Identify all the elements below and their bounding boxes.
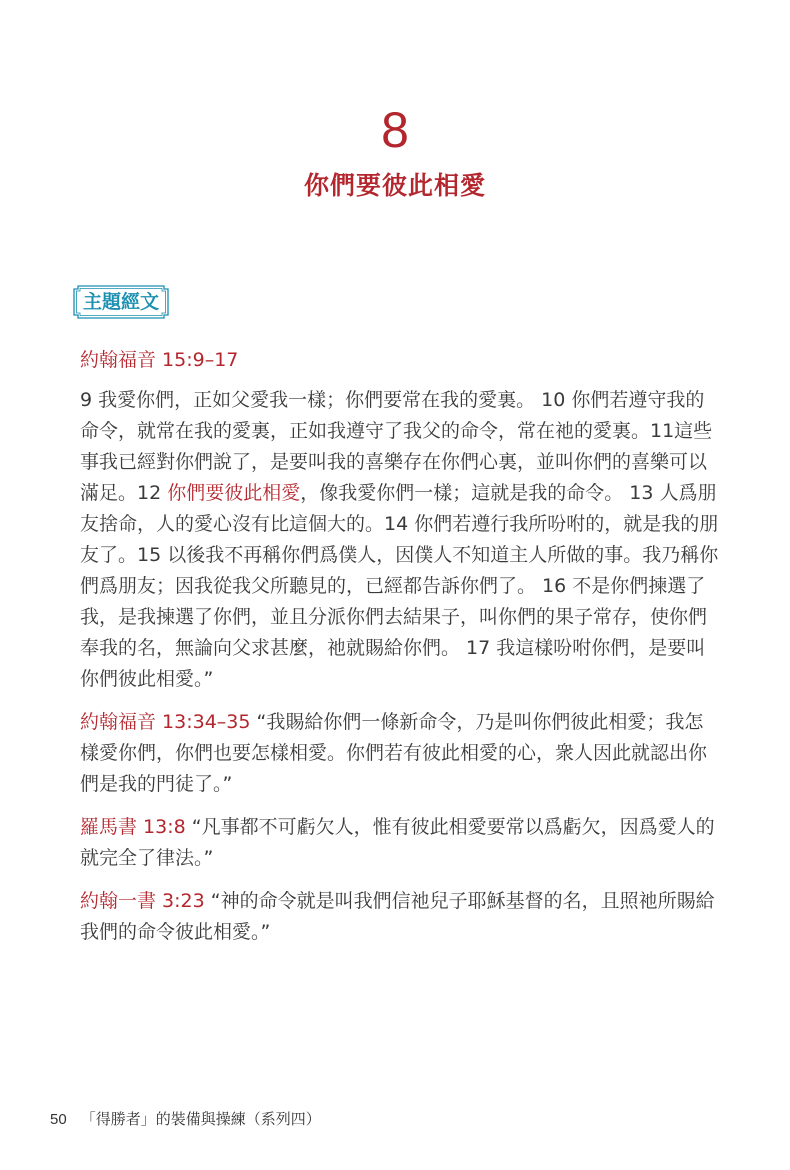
verse-text: 9 我愛你們，正如父愛我一樣；你們要常在我的愛裏。 10 你們若遵守我的命令，就常在我的愛裏，正如我遵守了我父的命令，常在祂的愛裏。11這些事我已經對你們說了，是要叫我的喜樂存在你們心裏，並叫你們的喜樂可以滿足。12 [80, 389, 713, 504]
chapter-number: 8 [381, 102, 409, 158]
verse-text: ，像我愛你們一樣；這就是我的命令。 13 人爲朋友捨命，人的愛心沒有比這個大的。14 你們若遵行我所吩咐的，就是我的朋友了。15 以後我不再稱你們爲僕人，因僕人不知道主人所做的事。我乃稱你們爲朋友；因我從我父所聽見的，已經都告訴你們了。 16 不是你們揀選了我，是我揀選了你們，並且分派你們去結果子，叫你們的果子常存，使你們奉我的名，無論向父求甚麼，祂就賜給你們。 17 我這樣吩咐你們，是要叫你們彼此相愛。” [80, 482, 719, 690]
highlighted-phrase: 你們要彼此相愛 [167, 482, 301, 504]
chapter-title: 你們要彼此相愛 [303, 171, 486, 200]
passage [80, 812, 720, 874]
passage-text: “凡事都不可虧欠人，惟有彼此相愛要常以爲虧欠，因爲愛人的就完全了律法。” [80, 816, 715, 869]
passage-text [80, 385, 720, 695]
scripture-content [80, 345, 720, 960]
passage-text: “我賜給你們一條新命令，乃是叫你們彼此相愛；我怎樣愛你們，你們也要怎樣相愛。你們若有彼此相愛的心，衆人因此就認出你們是我的門徒了。” [80, 711, 708, 795]
passage-text: “神的命令就是叫我們信祂兒子耶穌基督的名，且照祂所賜給我們的命令彼此相愛。” [80, 890, 715, 943]
passage-reference: 羅馬書 13:8 [80, 816, 186, 838]
page-number: 50 [50, 1111, 67, 1128]
section-label: 主題經文 [82, 291, 159, 313]
book-title: 「得勝者」的裝備與操練（系列四） [80, 1110, 321, 1128]
passage-reference: 約翰福音 15:9–17 [80, 349, 239, 371]
passage-reference: 約翰一書 3:23 [80, 890, 205, 912]
section-label-box [72, 284, 170, 320]
passage [80, 886, 720, 948]
passage-reference: 約翰福音 13:34–35 [80, 711, 251, 733]
page-footer [50, 1108, 321, 1129]
passage [80, 707, 720, 800]
